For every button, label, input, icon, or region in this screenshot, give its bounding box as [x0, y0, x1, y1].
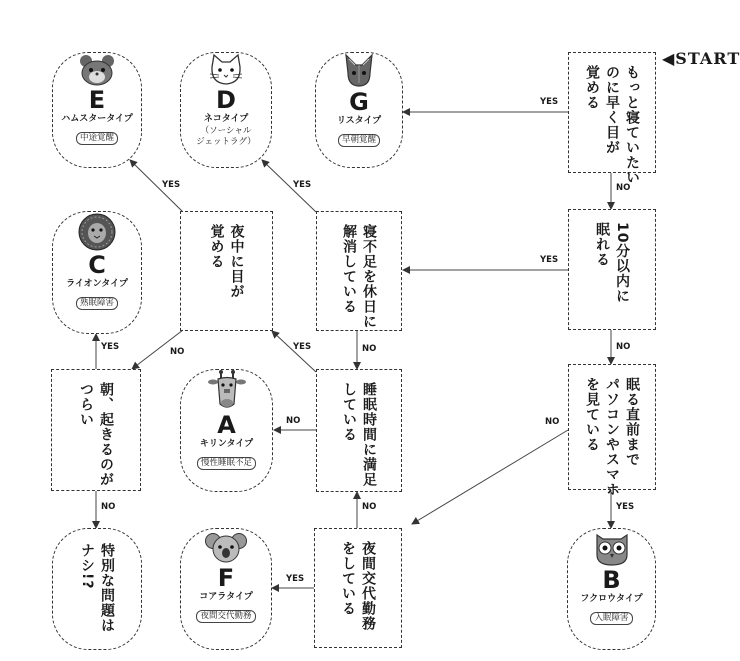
result-name: ハムスタータイプ — [61, 114, 133, 124]
q1-line1: もっと寝ていたい — [624, 65, 640, 185]
result-name: フクロウタイプ — [580, 594, 643, 604]
result-no-problem — [52, 528, 142, 650]
q1-line2: のに早く目が — [604, 65, 620, 155]
koala-icon — [205, 529, 247, 565]
result-name: ライオンタイプ — [66, 279, 128, 289]
label-no-q7: NO — [286, 416, 301, 426]
q6-line1: 朝、起きるのが — [98, 382, 114, 487]
q1-line3: 覚める — [584, 65, 600, 110]
nothing-line2: ナシ!? — [79, 543, 95, 590]
q4-line2: 解消している — [341, 224, 357, 314]
label-yes-q3: YES — [616, 502, 635, 512]
question-night-shift — [314, 528, 402, 648]
label-no-q1: NO — [616, 183, 631, 193]
question-early-wake — [568, 52, 656, 185]
q4-line1: 寝不足を休日に — [361, 224, 377, 329]
question-weekend-catchup — [316, 211, 402, 331]
q3-line3: を見ている — [584, 377, 600, 452]
result-letter: B — [602, 566, 621, 594]
result-name: リスタイプ — [336, 116, 382, 126]
q3-line2: パソコンやスマホ — [604, 377, 620, 497]
result-letter: D — [216, 86, 236, 114]
label-yes-q2: YES — [540, 255, 559, 265]
result-sub: （ソーシャル ジェットラグ） — [196, 126, 256, 147]
label-no-q2: NO — [616, 342, 631, 352]
lion-icon — [76, 212, 118, 252]
result-e-hamster — [52, 52, 142, 168]
label-yes-q7: YES — [293, 342, 312, 352]
result-d-cat — [180, 52, 272, 168]
q7-line2: している — [341, 382, 357, 442]
label-yes-q6: YES — [101, 342, 120, 352]
label-no-q6: NO — [101, 502, 116, 512]
result-name: コアラタイプ — [199, 592, 253, 602]
result-sub: 夜間交代勤務 — [196, 610, 255, 623]
owl-icon — [591, 529, 633, 567]
result-letter: G — [349, 88, 369, 116]
label-no-q4: NO — [362, 344, 377, 354]
cat-icon — [207, 53, 245, 87]
result-letter: E — [88, 86, 106, 114]
q8-line1: 夜間交代勤務 — [360, 541, 376, 631]
arrow-q3-no — [412, 430, 568, 524]
question-night-waking — [180, 211, 273, 331]
result-g-squirrel — [315, 52, 403, 168]
start-label: ◀START — [662, 49, 740, 68]
label-yes-q8: YES — [286, 574, 305, 584]
squirrel-icon — [340, 53, 378, 89]
label-no-q3: NO — [545, 417, 560, 427]
question-sleep-satisfied — [316, 369, 402, 492]
q3-line1: 眠る直前まで — [624, 377, 640, 467]
label-yes-q4: YES — [293, 180, 312, 190]
question-screen-before-bed — [568, 364, 656, 497]
result-name: キリンタイプ — [199, 439, 254, 449]
result-sub: 熟眠障害 — [76, 297, 118, 310]
q6-line2: つらい — [78, 382, 94, 427]
nothing-line1: 特別な問題は — [99, 543, 115, 633]
result-sub: 早朝覚醒 — [338, 134, 380, 147]
result-name: ネコタイプ — [203, 114, 249, 124]
q2-line2: 眠れる — [594, 222, 610, 267]
result-a-giraffe — [180, 369, 273, 492]
hamster-icon — [78, 53, 116, 87]
result-sub: 中途覚醒 — [76, 132, 118, 145]
question-hard-to-wake — [51, 369, 141, 491]
result-c-lion — [52, 211, 142, 334]
result-sub: 慢性睡眠不足 — [197, 457, 256, 470]
result-sub: 入眠障害 — [590, 612, 632, 625]
giraffe-icon — [207, 370, 247, 412]
q7-line1: 睡眠時間に満足 — [361, 382, 377, 487]
result-b-owl — [567, 528, 656, 650]
q5-line2: 覚める — [208, 224, 225, 269]
label-no-q8: NO — [362, 502, 377, 512]
q2-line1: 10分以内に — [614, 222, 630, 304]
result-letter: A — [217, 411, 236, 439]
result-f-koala — [180, 528, 272, 650]
q5-line1: 夜中に目が — [228, 224, 245, 299]
label-yes-q1: YES — [540, 97, 559, 107]
result-letter: C — [88, 251, 106, 279]
question-fall-asleep — [568, 209, 656, 330]
q8-line2: をしている — [340, 541, 356, 616]
label-yes-q5: YES — [162, 180, 181, 190]
result-letter: F — [217, 564, 235, 592]
label-no-q5: NO — [170, 347, 185, 357]
